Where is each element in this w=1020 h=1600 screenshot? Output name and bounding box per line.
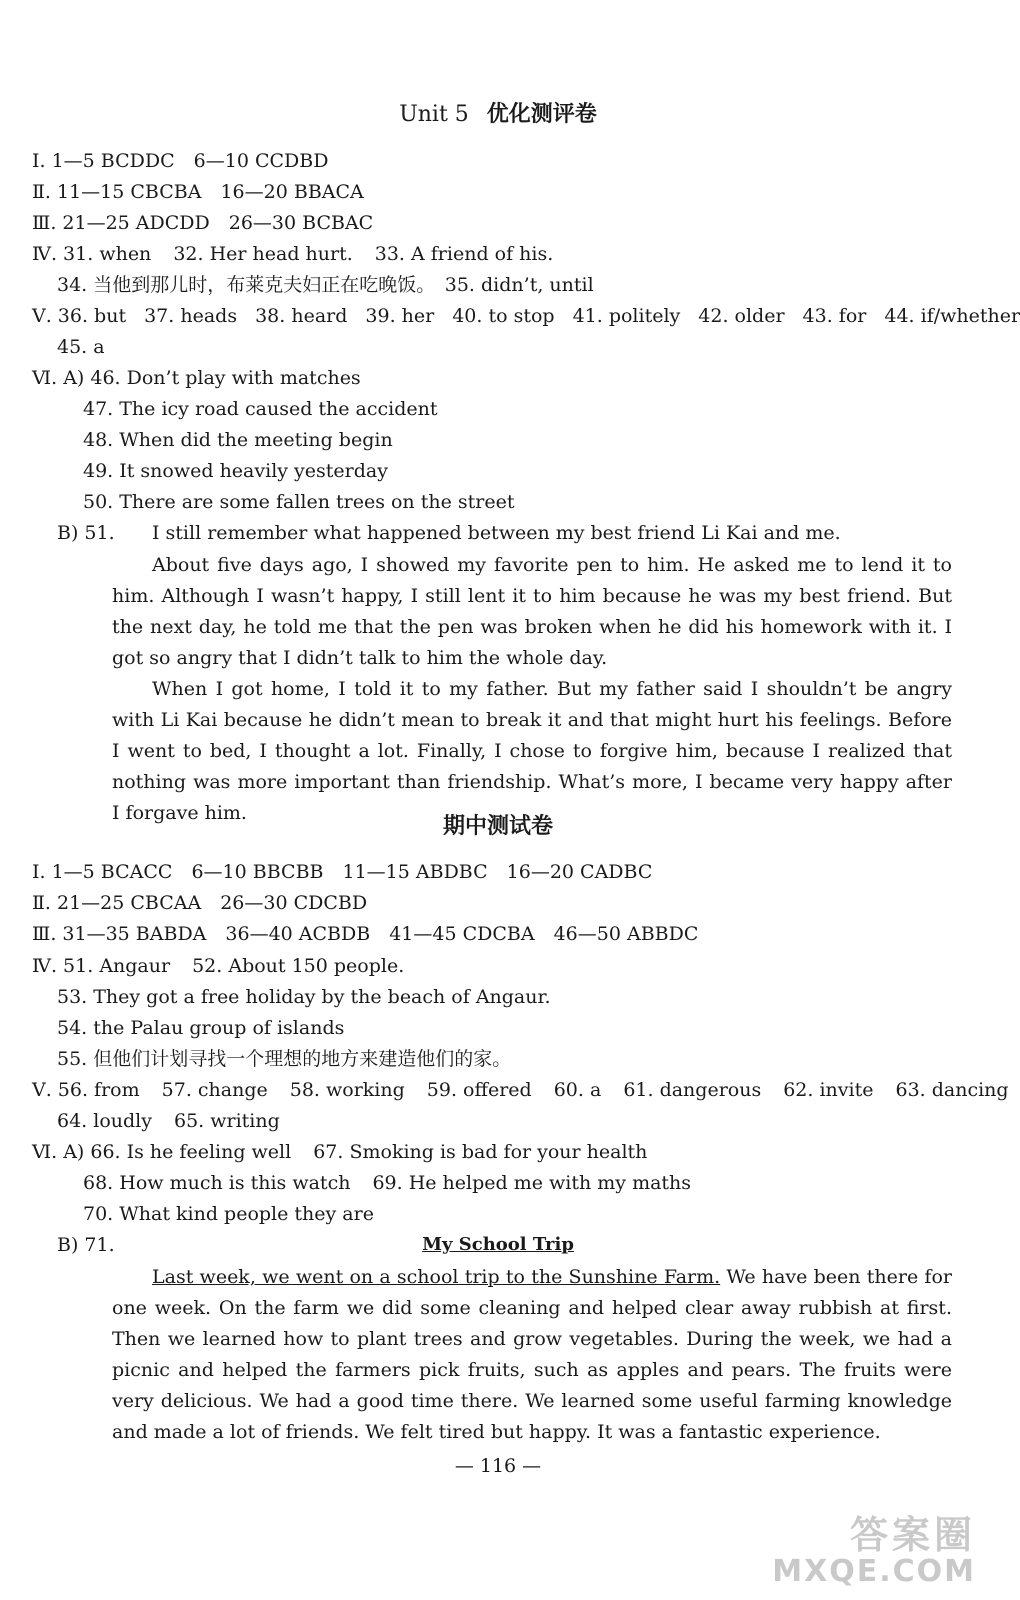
- unit5-title: [0, 100, 996, 130]
- answer-item: Ⅴ. 56. from: [32, 1079, 140, 1101]
- answer-item: 44. if/whether: [884, 305, 1020, 327]
- answer-item: Ⅵ. A) 66. Is he feeling well: [32, 1141, 292, 1163]
- answer-item: 62. invite: [783, 1079, 874, 1101]
- midterm-essay-label: B) 71.: [57, 1234, 115, 1256]
- unit5-title-cn: 优化测评卷: [486, 102, 597, 127]
- answer-item: 41. politely: [572, 305, 681, 327]
- watermark-cn: 答案圈: [849, 1513, 976, 1557]
- midterm-essay-paragraph: Last week, we went on a school trip to the Sunshine Farm. We have been there for one week. On the farm we did some cleaning and helped clear away rubbish at first. Then we learned how to plant trees and grow vegetables. During the week, we had a picnic and helped the farmers pick fruits, such as apples and pears. The fruits were very delicious. We had a good time there. We learned some useful farming knowledge and made a lot of friends. We felt tired but happy. It was a fantastic experience.: [112, 1266, 952, 1443]
- answer-line: 54. the Palau group of islands: [57, 1017, 345, 1039]
- midterm-section-4: [32, 952, 404, 980]
- answer-item: 59. offered: [426, 1079, 532, 1101]
- answer-item: Ⅴ. 36. but: [32, 305, 127, 327]
- unit5-title-en: Unit 5: [399, 102, 469, 127]
- midterm-section-5-cont: [57, 1107, 280, 1135]
- midterm-section-6a: [32, 1138, 647, 1166]
- midterm-essay-title: My School Trip: [422, 1234, 574, 1255]
- answer-item: 42. older: [698, 305, 785, 327]
- answer-line: 47. The icy road caused the accident: [83, 398, 438, 420]
- answer-line: 50. There are some fallen trees on the street: [83, 491, 515, 513]
- answer-item: 40. to stop: [452, 305, 555, 327]
- answer-item: 60. a: [553, 1079, 602, 1101]
- midterm-section-3: Ⅲ. 31—35 BABDA 36—40 ACBDB 41—45 CDCBA 46—50 ABBDC: [32, 923, 699, 945]
- answer-item: 39. her: [365, 305, 435, 327]
- underlined-sentence: Last week, we went on a school trip to the Sunshine Farm.: [152, 1266, 721, 1288]
- answer-item: Ⅳ. 51. Angaur: [32, 955, 171, 977]
- answer-item: 67. Smoking is bad for your health: [313, 1141, 648, 1163]
- answer-item: 61. dangerous: [623, 1079, 762, 1101]
- midterm-section-1: Ⅰ. 1—5 BCACC 6—10 BBCBB 11—15 ABDBC 16—20 CADBC: [32, 861, 653, 883]
- answer-item: 38. heard: [255, 305, 348, 327]
- answer-item: 33. A friend of his.: [374, 243, 554, 265]
- unit5-essay-first-line: I still remember what happened between my best friend Li Kai and me.: [152, 522, 841, 544]
- answer-item: 65. writing: [173, 1110, 280, 1132]
- unit5-section-1: Ⅰ. 1—5 BCDDC 6—10 CCDBD: [32, 150, 329, 172]
- unit5-section-5: [32, 302, 1020, 330]
- answer-line: 48. When did the meeting begin: [83, 429, 393, 451]
- answer-line: [83, 1169, 691, 1197]
- unit5-section-5-cont: 45. a: [57, 336, 105, 358]
- unit5-section-3: Ⅲ. 21—25 ADCDD 26—30 BCBAC: [32, 212, 374, 234]
- midterm-section-5: [32, 1076, 1009, 1104]
- midterm-title: 期中测试卷: [442, 814, 553, 839]
- answer-item: 58. working: [289, 1079, 405, 1101]
- unit5-essay-paragraph: When I got home, I told it to my father. But my father said I shouldn’t be angry with Li Kai because he didn’t mean to break it and that might hurt his feelings. Before I went to bed, I thought a lot. Finally, I chose to forgive him, because I realized that nothing was more important than friendship. What’s more, I became very happy after I forgave him.: [112, 678, 952, 824]
- answer-item: 68. How much is this watch: [83, 1172, 351, 1194]
- answer-line: 49. It snowed heavily yesterday: [83, 460, 388, 482]
- answer-item: 37. heads: [144, 305, 238, 327]
- answer-item: 63. dancing: [895, 1079, 1009, 1101]
- answer-item: 43. for: [802, 305, 867, 327]
- unit5-section-6a: Ⅵ. A) 46. Don’t play with matches: [32, 367, 361, 389]
- answer-line: 53. They got a free holiday by the beach of Angaur.: [57, 986, 551, 1008]
- answer-item: 57. change: [161, 1079, 268, 1101]
- watermark-en: MXQE.COM: [772, 1554, 976, 1589]
- answer-item: Ⅳ. 31. when: [32, 243, 152, 265]
- unit5-section-2: Ⅱ. 11—15 CBCBA 16—20 BBACA: [32, 181, 364, 203]
- watermark-logo: [772, 1514, 976, 1588]
- answer-line: 70. What kind people they are: [83, 1203, 374, 1225]
- unit5-section-4: [32, 240, 553, 268]
- unit5-section-4-cont: 34. 当他到那儿时，布莱克夫妇正在吃晚饭。 35. didn’t, until: [57, 274, 594, 296]
- answer-item: 32. Her head hurt.: [173, 243, 353, 265]
- answer-item: 64. loudly: [57, 1110, 152, 1132]
- page-number: — 116 —: [454, 1455, 542, 1477]
- answer-line: 55. 但他们计划寻找一个理想的地方来建造他们的家。: [57, 1048, 512, 1070]
- unit5-essay-paragraph: About five days ago, I showed my favorite pen to him. He asked me to lend it to him. Although I wasn’t happy, I still lent it to him because he was my best friend. But the next day, he told me that the pen was broken when he did his homework with it. I got so angry that I didn’t talk to him the whole day.: [112, 554, 952, 669]
- answer-item: 69. He helped me with my maths: [372, 1172, 692, 1194]
- midterm-section-2: Ⅱ. 21—25 CBCAA 26—30 CDCBD: [32, 892, 368, 914]
- unit5-essay-label: B) 51.: [57, 522, 115, 544]
- answer-item: 52. About 150 people.: [192, 955, 405, 977]
